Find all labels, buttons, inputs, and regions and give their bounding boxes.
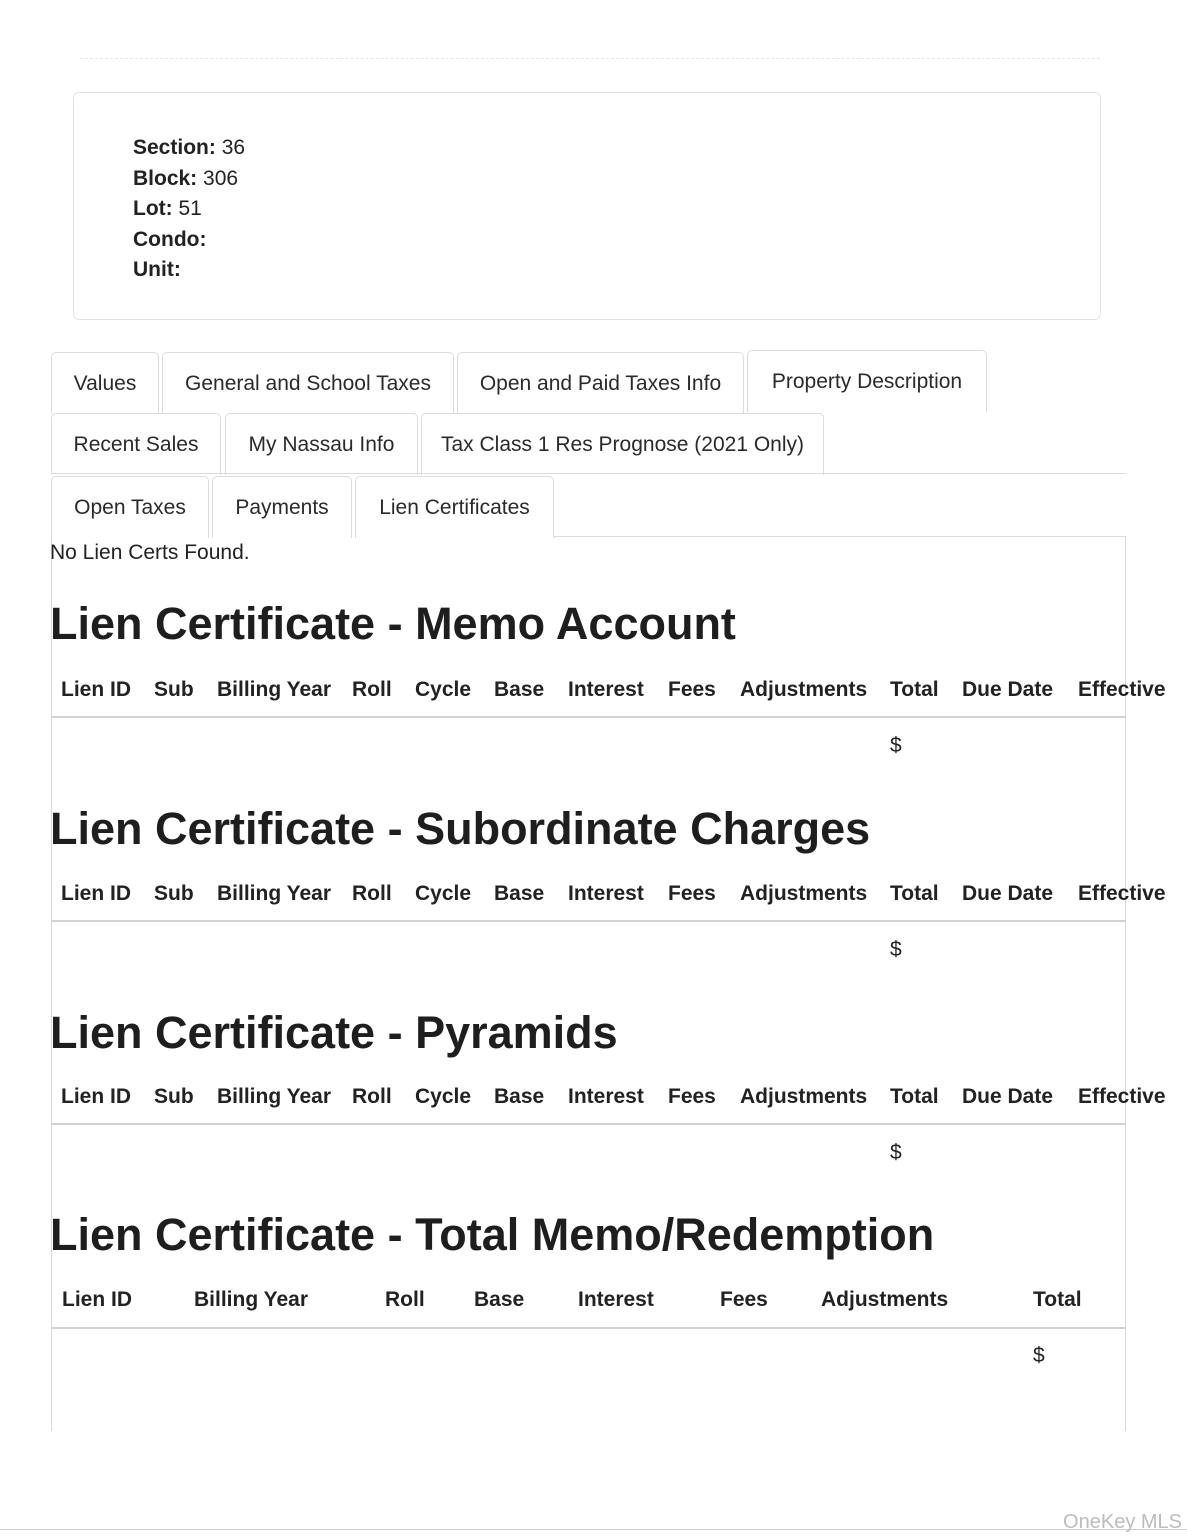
- col-total: Total: [890, 678, 939, 701]
- col-roll: Roll: [352, 678, 392, 701]
- col-lien-id: Lien ID: [61, 882, 132, 905]
- parcel-info-box: [73, 92, 1101, 320]
- pyramids-header-row: [51, 1071, 1166, 1123]
- lot-line: [133, 194, 245, 225]
- col-cycle: Cycle: [415, 1085, 472, 1108]
- tab-tax-class-prognose[interactable]: Tax Class 1 Res Prognose (2021 Only): [421, 413, 824, 475]
- tab-row-divider: [51, 473, 1126, 474]
- col-base: Base: [494, 1085, 545, 1108]
- col-roll: Roll: [352, 1085, 392, 1108]
- unit-label: Unit:: [133, 258, 181, 281]
- lot-label: Lot:: [133, 197, 173, 220]
- memo-account-total-value: $: [890, 734, 902, 757]
- subordinate-charges-title: Lien Certificate - Subordinate Charges: [50, 803, 871, 854]
- col-effective: Effective: [1078, 882, 1166, 905]
- pyramids-header-divider: [51, 1123, 1126, 1125]
- tab-open-paid-taxes-info[interactable]: Open and Paid Taxes Info: [457, 352, 744, 414]
- tab-payments[interactable]: Payments: [212, 476, 352, 538]
- unit-line: [133, 255, 245, 286]
- onekey-mls-watermark: OneKey MLS: [1063, 1511, 1182, 1533]
- col-base: Base: [494, 678, 545, 701]
- col-base: Base: [494, 882, 545, 905]
- tab-my-nassau-info[interactable]: My Nassau Info: [225, 413, 418, 475]
- subordinate-charges-header-divider: [51, 920, 1126, 922]
- pyramids-title: Lien Certificate - Pyramids: [50, 1007, 618, 1058]
- total-memo-redemption-title: Lien Certificate - Total Memo/Redemption: [50, 1209, 935, 1260]
- tab-property-description[interactable]: Property Description: [747, 350, 987, 412]
- top-divider: [80, 58, 1100, 59]
- tab-values[interactable]: Values: [51, 352, 159, 414]
- col-roll: Roll: [385, 1288, 425, 1311]
- col-effective: Effective: [1078, 678, 1166, 701]
- block-line: [133, 164, 245, 195]
- col-interest: Interest: [568, 882, 644, 905]
- col-adjustments: Adjustments: [821, 1288, 949, 1311]
- tab-general-school-taxes[interactable]: General and School Taxes: [162, 352, 454, 414]
- col-billing-year: Billing Year: [217, 882, 331, 905]
- col-interest: Interest: [568, 1085, 644, 1108]
- col-due-date: Due Date: [962, 882, 1054, 905]
- section-value: 36: [221, 136, 246, 159]
- col-total: Total: [1033, 1288, 1082, 1311]
- col-interest: Interest: [568, 678, 644, 701]
- col-fees: Fees: [668, 678, 716, 701]
- lot-value: 51: [178, 197, 202, 220]
- memo-account-header-row: [51, 664, 1166, 716]
- col-due-date: Due Date: [962, 1085, 1054, 1108]
- block-value: 306: [203, 166, 239, 190]
- col-due-date: Due Date: [962, 678, 1054, 701]
- col-interest: Interest: [578, 1288, 654, 1311]
- col-base: Base: [474, 1288, 525, 1311]
- col-billing-year: Billing Year: [194, 1288, 308, 1311]
- subordinate-charges-total-value: $: [890, 938, 902, 961]
- col-billing-year: Billing Year: [217, 1085, 331, 1108]
- col-cycle: Cycle: [415, 882, 472, 905]
- section-line: [133, 133, 245, 164]
- col-sub: Sub: [154, 678, 194, 701]
- memo-account-header-divider: [51, 716, 1126, 718]
- total-memo-redemption-total-value: $: [1033, 1344, 1045, 1367]
- pyramids-total-value: $: [890, 1141, 902, 1164]
- col-lien-id: Lien ID: [62, 1288, 133, 1311]
- col-roll: Roll: [352, 882, 392, 905]
- col-billing-year: Billing Year: [217, 678, 331, 701]
- col-fees: Fees: [720, 1288, 768, 1311]
- no-certs-message: No Lien Certs Found.: [50, 541, 250, 564]
- section-label: Section:: [133, 136, 216, 159]
- col-fees: Fees: [668, 882, 716, 905]
- col-sub: Sub: [154, 882, 194, 905]
- page-bottom-rule: [0, 1529, 1187, 1530]
- col-lien-id: Lien ID: [61, 1085, 132, 1108]
- col-adjustments: Adjustments: [740, 882, 868, 905]
- col-total: Total: [890, 1085, 939, 1108]
- total-memo-redemption-header-divider: [51, 1327, 1126, 1329]
- col-adjustments: Adjustments: [740, 1085, 868, 1108]
- col-effective: Effective: [1078, 1085, 1166, 1108]
- memo-account-title: Lien Certificate - Memo Account: [50, 598, 736, 649]
- tab-recent-sales[interactable]: Recent Sales: [51, 413, 221, 475]
- parcel-info-lines: [133, 133, 245, 286]
- col-sub: Sub: [154, 1085, 194, 1108]
- col-adjustments: Adjustments: [740, 678, 868, 701]
- col-total: Total: [890, 882, 939, 905]
- condo-line: [133, 225, 245, 256]
- tab-lien-certificates[interactable]: Lien Certificates: [355, 476, 554, 538]
- subordinate-charges-header-row: [51, 868, 1166, 920]
- condo-label: Condo:: [133, 227, 207, 251]
- col-cycle: Cycle: [415, 678, 472, 701]
- tab-open-taxes[interactable]: Open Taxes: [51, 476, 209, 538]
- total-memo-redemption-header-row: [51, 1274, 1126, 1326]
- col-fees: Fees: [668, 1085, 716, 1108]
- block-label: Block:: [133, 166, 198, 190]
- col-lien-id: Lien ID: [61, 678, 132, 701]
